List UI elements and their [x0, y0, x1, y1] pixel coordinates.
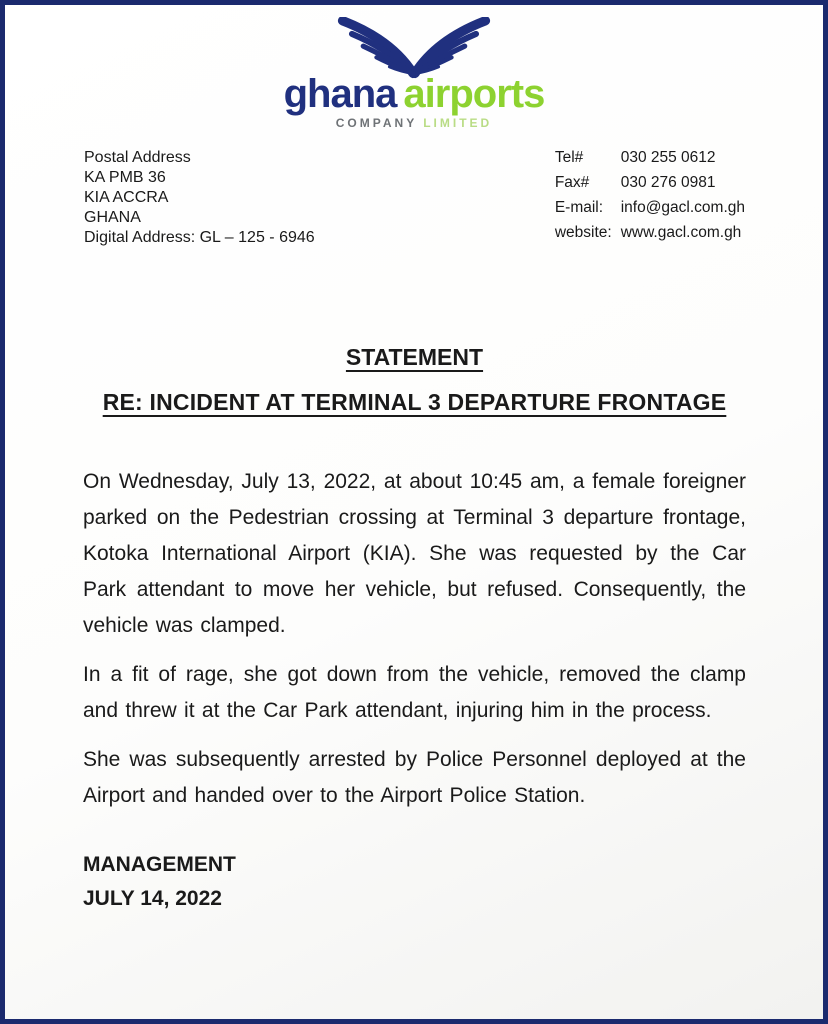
brand-name: [5, 73, 823, 115]
signatory: MANAGEMENT: [83, 853, 236, 876]
postal-address-block: [84, 148, 315, 248]
signature-block: [83, 848, 746, 916]
postal-line: KIA ACCRA: [84, 189, 169, 206]
email-value: info@gacl.com.gh: [620, 199, 745, 216]
paragraph-incident: On Wednesday, July 13, 2022, at about 10:45 am, a female foreigner parked on the Pedestrian crossing at Terminal 3 departure frontage, Kotoka International Airport (KIA). She was requested by the Car Park attendant to move her vehicle, but refused. Consequently, the vehicle was clamped.: [83, 470, 746, 637]
paragraph-arrest: She was subsequently arrested by Police Personnel deployed at the Airport and handed over to the Airport Police Station.: [83, 748, 746, 807]
statement-subject-line: RE: INCIDENT AT TERMINAL 3 DEPARTURE FRONTAGE: [102, 389, 727, 415]
letterhead: [5, 5, 823, 248]
postal-line: GHANA: [84, 209, 141, 226]
brand-subtitle: [5, 116, 823, 130]
tel-label: Tel#: [554, 149, 584, 166]
postal-line-digital-address: Digital Address: GL – 125 - 6946: [84, 229, 315, 246]
fax-label: Fax#: [554, 174, 590, 191]
tel-value: 030 255 0612: [620, 149, 716, 166]
contact-row-website: [555, 223, 745, 248]
brand-limited-label: LIMITED: [423, 116, 493, 130]
website-value: www.gacl.com.gh: [620, 224, 742, 241]
letterhead-address-row: [5, 130, 823, 248]
brand-company-label: COMPANY: [335, 116, 418, 130]
contact-block: [555, 148, 745, 248]
fax-value: 030 276 0981: [620, 174, 716, 191]
brand-airports: airports: [403, 72, 545, 116]
brand-ghana: ghana: [283, 72, 397, 116]
postal-line: KA PMB 36: [84, 169, 166, 186]
paragraph-rage: In a fit of rage, she got down from the vehicle, removed the clamp and threw it at the Car Park attendant, injuring him in the process.: [83, 663, 746, 722]
company-logo: [5, 17, 823, 130]
contact-row-tel: [555, 148, 745, 173]
contact-row-fax: [555, 173, 745, 198]
statement-paragraphs: [83, 464, 746, 814]
wings-icon: [328, 17, 500, 79]
postal-line: Postal Address: [84, 149, 191, 166]
statement-title: STATEMENT: [345, 344, 484, 370]
statement-body: [5, 344, 823, 916]
email-label: E-mail:: [554, 199, 604, 216]
contact-row-email: [555, 198, 745, 223]
website-label: website:: [554, 224, 612, 241]
statement-date: JULY 14, 2022: [83, 887, 222, 910]
